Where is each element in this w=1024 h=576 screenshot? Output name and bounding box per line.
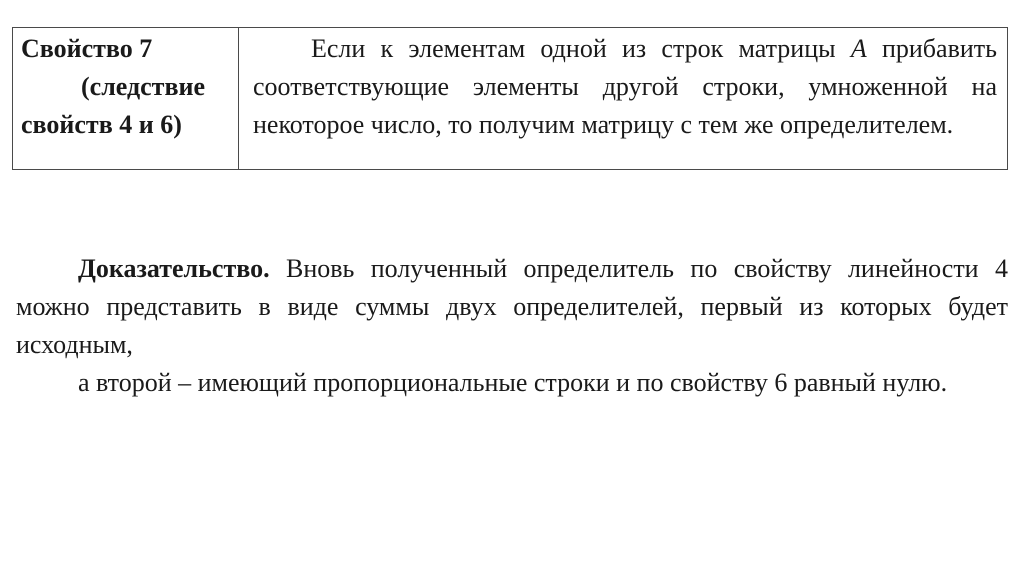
matrix-symbol: A [850, 34, 867, 63]
proof-paragraph-2: а второй – имеющий пропорциональные строки и по свойству 6 равный нулю. [78, 368, 948, 397]
proof-paragraph-1 [16, 250, 1008, 364]
proof-section [16, 250, 1008, 402]
statement-text-start: Если к элементам одной из строк матрицы [311, 34, 851, 63]
property-subtitle: (следствие [81, 72, 206, 101]
property-reference: свойств 4 и 6) [21, 110, 182, 139]
property-statement [239, 28, 1008, 170]
statement-text-end: прибавить соответствующие элементы другой строки, умноженной на некоторое число, то получим матрицу с тем же определителем. [253, 34, 997, 139]
property-label-cell [13, 28, 239, 170]
property-row [13, 28, 1008, 170]
property-table [12, 27, 1008, 170]
property-title: Свойство 7 [21, 34, 153, 63]
proof-heading: Доказательство. [78, 254, 270, 283]
proof-text-1: Вновь полученный определитель по свойству линейности 4 можно представить в виде суммы двух определителей, первый из которых будет исходным, [16, 254, 1008, 359]
